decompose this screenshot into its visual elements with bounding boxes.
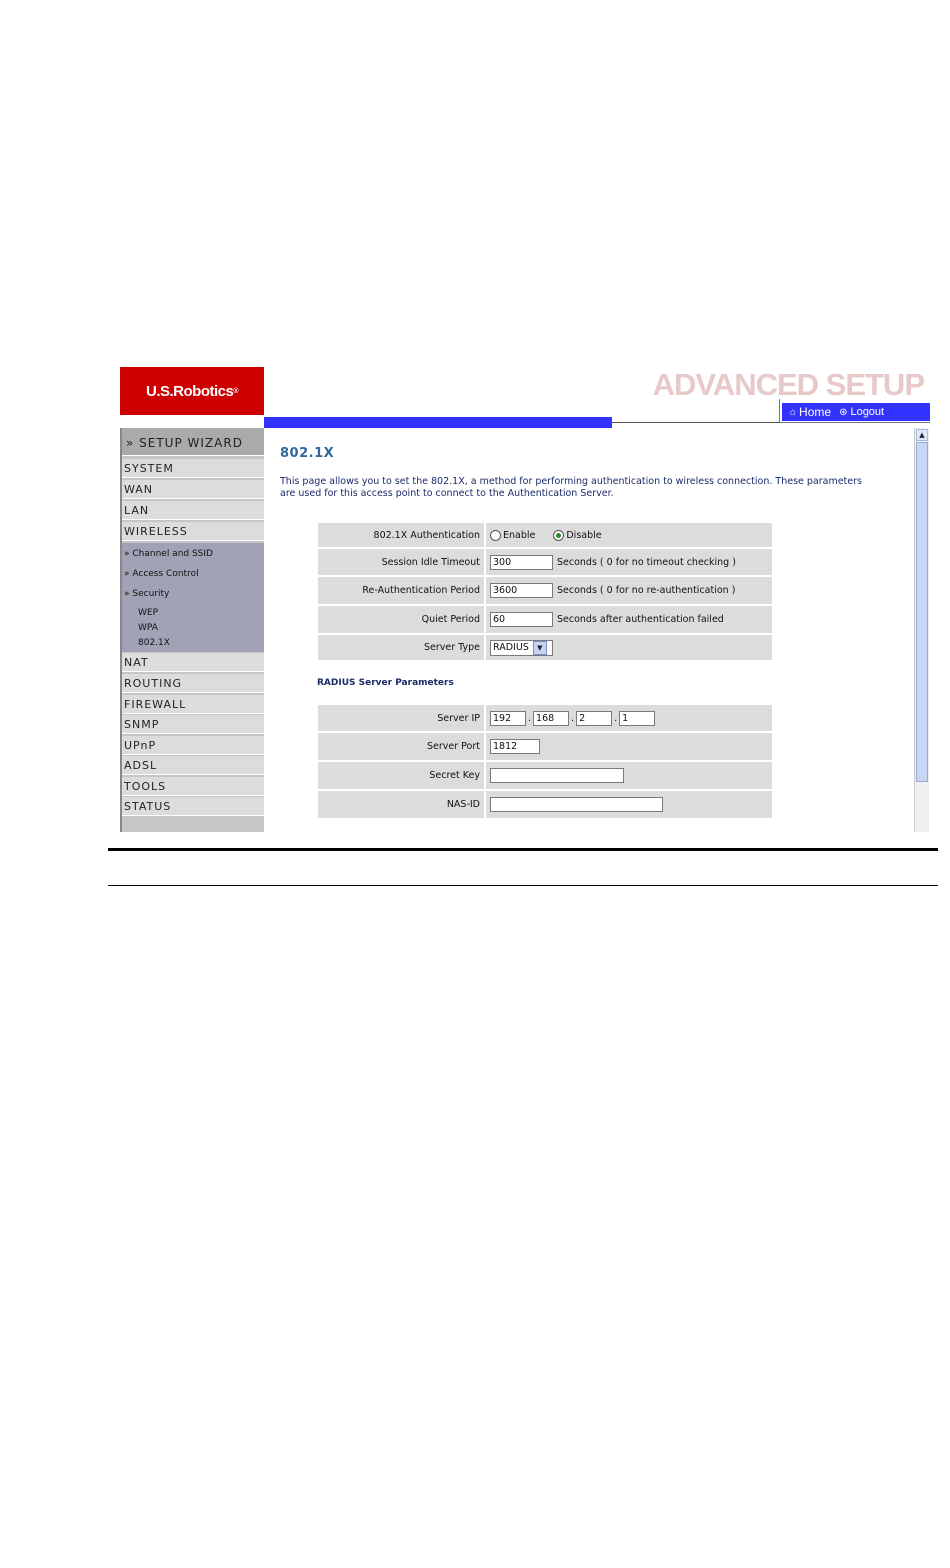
router-admin-screenshot <box>120 367 930 832</box>
page-rule-thin <box>108 885 938 886</box>
sidebar-item-routing[interactable]: ROUTING <box>122 674 264 693</box>
page-title: 802.1X <box>280 446 335 461</box>
sidebar-item-wan[interactable]: WAN <box>122 480 264 499</box>
logout-label: Logout <box>850 406 885 418</box>
sidebar-item-adsl[interactable]: ADSL <box>122 756 264 775</box>
main-content <box>264 428 914 832</box>
server-port-input[interactable]: 1812 <box>490 739 540 754</box>
server-type-select[interactable] <box>490 640 553 656</box>
session-idle-row <box>318 549 772 575</box>
sidebar-item-tools[interactable]: TOOLS <box>122 777 264 796</box>
quiet-label: Quiet Period <box>421 614 480 625</box>
enable-radio-label: Enable <box>503 529 536 541</box>
sidebar-subitem-wep[interactable]: WEP <box>138 608 159 618</box>
home-icon: ⌂ <box>790 406 797 418</box>
auth-row <box>318 523 772 547</box>
sidebar-item-snmp[interactable]: SNMP <box>122 715 264 734</box>
reauth-input[interactable]: 3600 <box>490 583 553 598</box>
reauth-row <box>318 577 772 604</box>
reauth-label: Re-Authentication Period <box>362 585 480 596</box>
sidebar-item-status[interactable]: STATUS <box>122 797 264 816</box>
row-separator <box>484 733 486 760</box>
secret-key-value <box>490 762 624 789</box>
server-port-value <box>490 733 540 760</box>
session-idle-value <box>490 549 736 575</box>
server-ip-octet-4[interactable]: 1 <box>619 711 655 726</box>
home-link[interactable] <box>790 405 831 419</box>
header-blue-bar <box>264 417 612 428</box>
ip-dot: . <box>614 712 618 724</box>
row-separator <box>484 762 486 789</box>
reauth-value <box>490 577 735 604</box>
server-type-row <box>318 635 772 660</box>
header-divider-line <box>612 422 780 423</box>
sidebar-subitem-security[interactable]: » Security <box>124 589 170 599</box>
server-type-selected: RADIUS <box>493 642 529 653</box>
nas-id-input[interactable] <box>490 797 663 812</box>
row-separator <box>484 705 486 731</box>
nas-id-row <box>318 791 772 818</box>
scroll-up-arrow-icon[interactable]: ▲ <box>916 429 928 441</box>
wireless-submenu <box>122 543 264 652</box>
sidebar-menu <box>120 428 264 832</box>
session-idle-hint: Seconds ( 0 for no timeout checking ) <box>557 556 736 568</box>
page-description: This page allows you to set the 802.1X, a method for performing authentication to wireless connection. These parameters are used for this access point to connect to the Authentication Server. <box>280 476 862 499</box>
row-separator <box>484 606 486 633</box>
quiet-value <box>490 606 724 633</box>
sidebar-item-system[interactable]: SYSTEM <box>122 459 264 478</box>
disable-radio[interactable] <box>553 530 564 541</box>
sidebar-item-setup-wizard[interactable]: » SETUP WIZARD <box>122 428 264 456</box>
sidebar-item-wireless[interactable]: WIRELESS <box>122 522 264 541</box>
sidebar-subitem-channel-ssid[interactable]: » Channel and SSID <box>124 549 213 559</box>
nas-id-value <box>490 791 663 818</box>
reauth-hint: Seconds ( 0 for no re-authentication ) <box>557 585 736 596</box>
server-port-label: Server Port <box>426 741 480 752</box>
page-rule-thick <box>108 848 938 851</box>
vertical-scrollbar[interactable] <box>914 428 929 832</box>
secret-key-input[interactable] <box>490 768 624 783</box>
server-ip-value <box>490 705 655 731</box>
auth-options <box>490 523 602 547</box>
quiet-input[interactable]: 60 <box>490 612 553 627</box>
server-ip-label: Server IP <box>437 712 480 724</box>
nas-id-label: NAS-ID <box>446 799 480 810</box>
row-separator <box>484 635 486 660</box>
logout-icon: ⊛ <box>839 406 848 418</box>
server-ip-row <box>318 705 772 731</box>
sidebar-item-upnp[interactable]: UPnP <box>122 736 264 755</box>
auth-label: 802.1X Authentication <box>373 529 480 541</box>
top-nav-bar <box>782 403 930 421</box>
ip-dot: . <box>571 712 575 724</box>
enable-radio[interactable] <box>490 530 501 541</box>
row-separator <box>484 523 486 547</box>
usrobotics-logo <box>120 367 264 415</box>
row-separator <box>484 549 486 575</box>
server-ip-octet-1[interactable]: 192 <box>490 711 526 726</box>
advanced-setup-title: ADVANCED SETUP <box>652 367 924 402</box>
sidebar-subitem-8021x[interactable]: 802.1X <box>138 638 170 648</box>
sidebar-item-nat[interactable]: NAT <box>122 653 264 672</box>
sidebar-subitem-access-control[interactable]: » Access Control <box>124 569 199 579</box>
server-ip-octet-2[interactable]: 168 <box>533 711 569 726</box>
secret-key-row <box>318 762 772 789</box>
row-separator <box>484 791 486 818</box>
secret-key-label: Secret Key <box>429 770 480 781</box>
session-idle-input[interactable]: 300 <box>490 555 553 570</box>
quiet-hint: Seconds after authentication failed <box>557 614 724 625</box>
logout-link[interactable] <box>839 406 884 418</box>
row-separator <box>484 577 486 604</box>
scroll-thumb[interactable] <box>916 442 928 782</box>
dropdown-arrow-icon: ▼ <box>533 641 547 655</box>
server-type-label: Server Type <box>424 642 480 653</box>
radius-section-heading: RADIUS Server Parameters <box>317 678 454 688</box>
disable-radio-label: Disable <box>566 529 602 541</box>
sidebar-item-firewall[interactable]: FIREWALL <box>122 695 264 714</box>
home-label: Home <box>799 405 832 419</box>
server-ip-octet-3[interactable]: 2 <box>576 711 612 726</box>
server-type-value <box>490 635 553 660</box>
logo-registered-mark: ® <box>233 387 238 395</box>
logo-text: U.S.Robotics <box>145 382 234 400</box>
quiet-row <box>318 606 772 633</box>
sidebar-subitem-wpa[interactable]: WPA <box>138 623 158 633</box>
session-idle-label: Session Idle Timeout <box>381 556 480 568</box>
ip-dot: . <box>528 712 532 724</box>
server-port-row <box>318 733 772 760</box>
sidebar-item-lan[interactable]: LAN <box>122 501 264 520</box>
